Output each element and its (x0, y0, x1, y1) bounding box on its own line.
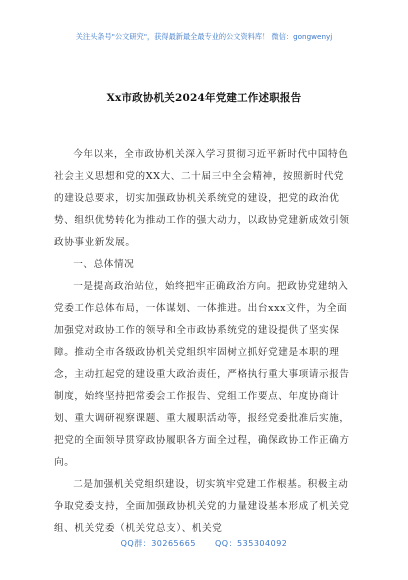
footer-contact (40, 538, 368, 549)
body-paragraph: 一是提高政治站位，始终把牢正确政治方向。把政协党建纳入党委工作总体布局，一体谋划、一体推进。出台xxx文件，为全面加强党对政协工作的领导和全市政协系统党的建设提供了坚实保障。推动全市各级政协机关党组织牢固树立抓好党建是本职的理念，主动扛起党的建设重大政治责任，严格执行重大事项请示报告制度，始终坚持把常委会工作报告、党组工作要点、年度协商计划、重大调研视察课题、重大履职活动等，报经党委批准后实施，把党的全面领导贯穿政协履职各方面全过程，确保政协工作正确方向。 (54, 281, 350, 468)
document-title: Xx市政协机关2024年党建工作述职报告 (106, 92, 302, 104)
document-body (54, 144, 354, 540)
section-heading: 一、总体情况 (73, 259, 135, 270)
body-paragraph: 二是加强机关党组织建设，切实筑牢党建工作根基。积极主动争取党委支持，全面加强政协机关党的力量建设基本形成了机关党组、机关党委（机关党总支）、机关党 (54, 479, 350, 534)
qq-group-label: QQ群：30265665 (120, 539, 196, 548)
body-paragraph: 今年以来，全市政协机关深入学习贯彻习近平新时代中国特色社会主义思想和党的XX大、二十届三中全会精神，按照新时代党的建设总要求，切实加强政协机关系统党的建设，把党的政治优势、组织优势转化为推动工作的强大动力，以政协党建新成效引领政协事业新发展。 (54, 149, 350, 248)
qq-label: QQ：535304092 (214, 539, 288, 548)
header-banner: 关注头条号"公文研究"，获得最新最全最专业的公文资料库！ 微信：gongwenyj (75, 32, 333, 41)
